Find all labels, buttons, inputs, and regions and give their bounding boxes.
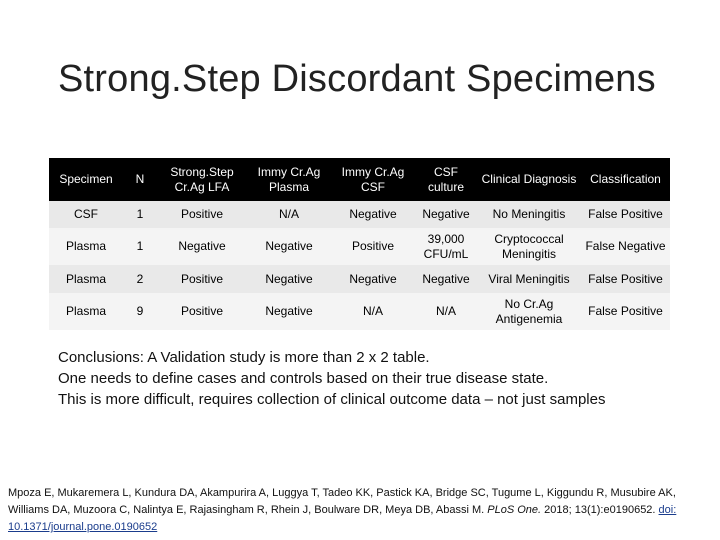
- reference-journal: PLoS One.: [487, 504, 542, 516]
- conclusions-line-3: This is more difficult, requires collection of clinical outcome data – not just samples: [58, 391, 606, 408]
- header-immy-plasma: Immy Cr.Ag Plasma: [257, 164, 321, 194]
- cell-clinical-diagnosis: No Cr.Ag Antigenemia: [495, 296, 563, 326]
- cell-immy-plasma: N/A: [278, 207, 299, 221]
- header-clinical-diagnosis: Clinical Diagnosis: [481, 172, 577, 186]
- cell-specimen: Plasma: [65, 239, 106, 253]
- cell-n: 9: [136, 304, 144, 318]
- cell-immy-plasma: Negative: [265, 304, 313, 318]
- header-classification: Classification: [590, 172, 661, 186]
- cell-csf-culture: N/A: [435, 304, 456, 318]
- conclusions-line-2: One needs to define cases and controls based on their true disease state.: [58, 370, 549, 387]
- table-row: [49, 265, 670, 293]
- header-immy-csf: Immy Cr.Ag CSF: [341, 164, 405, 194]
- table-header-row: [49, 158, 670, 201]
- conclusions-text: [58, 347, 708, 410]
- cell-immy-csf: N/A: [362, 304, 383, 318]
- reference-citation-details: 2018; 13(1):e0190652.: [541, 504, 659, 516]
- cell-classification: False Positive: [588, 271, 663, 286]
- cell-immy-csf: Positive: [351, 239, 395, 253]
- table-row: [49, 293, 670, 330]
- conclusions-line-1: Conclusions: A Validation study is more than 2 x 2 table.: [58, 349, 430, 366]
- table-row: [49, 228, 670, 265]
- cell-clinical-diagnosis: Viral Meningitis: [488, 271, 570, 286]
- header-n: N: [135, 172, 145, 186]
- cell-strongstep-lfa: Positive: [180, 304, 224, 318]
- cell-clinical-diagnosis: Cryptococcal Meningitis: [494, 231, 564, 261]
- reference-authors: Mpoza E, Mukaremera L, Kundura DA, Akampurira A, Luggya T, Tadeo KK, Pastick KA, Bridge SC, Tugume L, Kiggundu R, Musubire AK, Williams DA, Muzoora C, Nalintya E, Rajasingham R, Rhein J, Boulware DR, Meya DB, Abassi M.: [8, 487, 676, 516]
- cell-n: 1: [136, 207, 144, 221]
- slide-title: Strong.Step Discordant Specimens: [58, 58, 656, 100]
- cell-classification: False Negative: [585, 239, 666, 253]
- cell-classification: False Positive: [588, 207, 663, 221]
- cell-immy-plasma: Negative: [265, 239, 313, 253]
- header-csf-culture: CSF culture: [427, 164, 465, 194]
- cell-n: 1: [136, 239, 144, 253]
- cell-n: 2: [136, 271, 144, 286]
- cell-specimen: CSF: [74, 207, 98, 221]
- discordant-specimens-table: [49, 158, 670, 330]
- cell-immy-csf: Negative: [349, 207, 397, 221]
- table-row: [49, 201, 670, 228]
- cell-specimen: Plasma: [65, 271, 106, 286]
- cell-strongstep-lfa: Positive: [180, 271, 224, 286]
- cell-strongstep-lfa: Positive: [180, 207, 224, 221]
- cell-classification: False Positive: [588, 304, 663, 318]
- reference-citation: [8, 485, 714, 536]
- cell-strongstep-lfa: Negative: [178, 239, 226, 253]
- header-specimen: Specimen: [59, 172, 113, 186]
- cell-clinical-diagnosis: No Meningitis: [492, 207, 566, 221]
- cell-csf-culture: Negative: [422, 271, 470, 286]
- cell-immy-plasma: Negative: [265, 271, 313, 286]
- header-strongstep-lfa: Strong.Step Cr.Ag LFA: [170, 164, 234, 194]
- cell-csf-culture: 39,000 CFU/mL: [423, 231, 469, 261]
- doi-link[interactable]: doi: 10.1371/journal.pone.0190652: [8, 504, 677, 533]
- cell-specimen: Plasma: [65, 304, 106, 318]
- cell-immy-csf: Negative: [349, 271, 397, 286]
- cell-csf-culture: Negative: [422, 207, 470, 221]
